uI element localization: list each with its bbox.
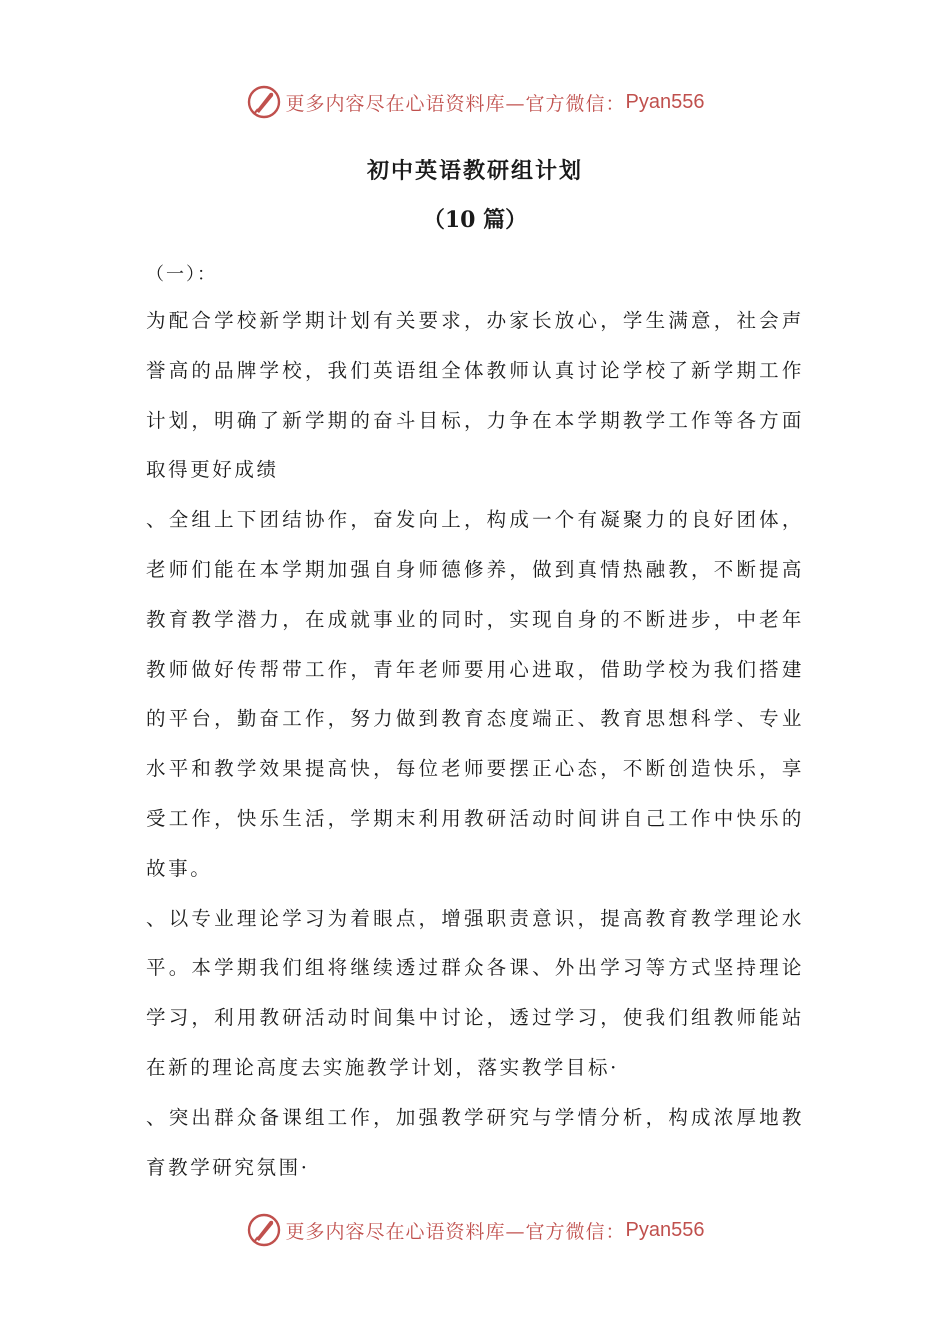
watermark-header [0,84,950,120]
paragraph-3: 、以专业理论学习为着眼点，增强职责意识，提高教育教学理论水平。本学期我们组将继续透过群众各课、外出学习等方式坚持理论学习，利用教研活动时间集中讨论，透过学习，使我们组教师能站在新的理论高度去实施教学计划，落实教学目标· [146,906,804,1079]
paragraph-1: 为配合学校新学期计划有关要求，办家长放心，学生满意，社会声誉高的品牌学校，我们英语组全体教师认真讨论学校了新学期工作计划，明确了新学期的奋斗目标，力争在本学期教学工作等各方面取得更好成绩 [146,309,804,482]
section-label: （一）： [146,264,217,285]
watermark-footer [0,1212,950,1248]
document-title: 初中英语教研组计划 [366,158,583,184]
quill-pen-icon [246,84,282,120]
watermark-text: 更多内容尽在心语资料库—官方微信： [285,1220,626,1243]
document-body [146,296,804,1192]
watermark-code: Pyan556 [625,1218,705,1241]
quill-pen-icon [246,1212,282,1248]
watermark-text: 更多内容尽在心语资料库—官方微信： [285,92,626,115]
watermark-code: Pyan556 [625,90,705,113]
document-subtitle: （10 篇） [422,207,528,233]
paragraph-2: 、全组上下团结协作，奋发向上，构成一个有凝聚力的良好团体，老师们能在本学期加强自身师德修养，做到真情热融教，不断提高教育教学潜力，在成就事业的同时，实现自身的不断进步，中老年教师做好传帮带工作，青年老师要用心进取，借助学校为我们搭建的平台，勤奋工作，努力做到教育态度端正、教育思想科学、专业水平和教学效果提高快，每位老师要摆正心态，不断创造快乐，享受工作，快乐生活，学期末利用教研活动时间讲自己工作中快乐的故事。 [146,508,804,880]
paragraph-4: 、突出群众备课组工作，加强教学研究与学情分析，构成浓厚地教育教学研究氛围· [146,1105,804,1179]
